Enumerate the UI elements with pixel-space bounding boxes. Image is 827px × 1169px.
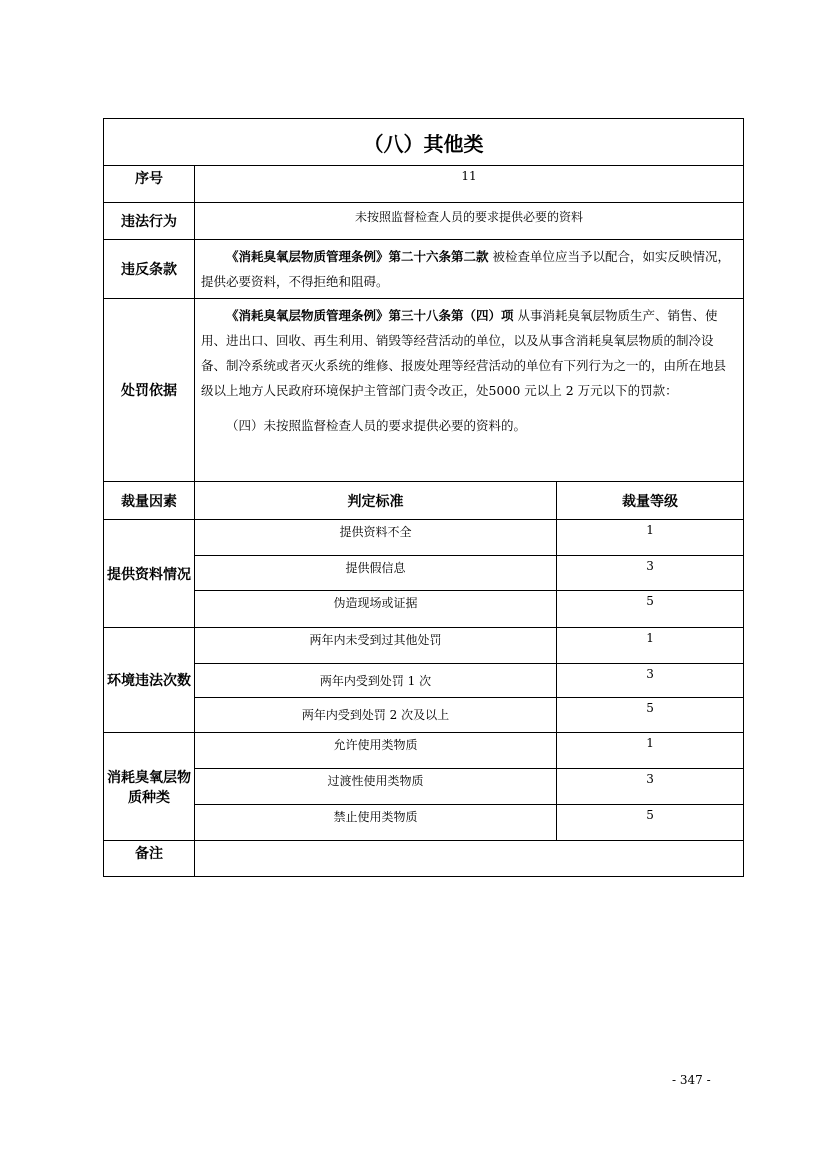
- level-cell: 5: [557, 805, 744, 841]
- violated-label: 违反条款: [104, 240, 195, 299]
- basis-text: [195, 299, 744, 482]
- group-label: 环境违法次数: [104, 628, 195, 733]
- remark-label: 备注: [104, 841, 195, 877]
- serial-value: 11: [195, 166, 744, 203]
- section-title: （八）其他类: [104, 119, 744, 166]
- standard-cell: 提供假信息: [195, 556, 557, 591]
- level-cell: 5: [557, 591, 744, 628]
- basis-ref: 《消耗臭氧层物质管理条例》第三十八条第（四）项: [226, 308, 514, 323]
- penalty-table: [103, 118, 744, 877]
- standard-cell: 允许使用类物质: [195, 733, 557, 769]
- violated-text: [195, 240, 744, 299]
- basis-body: 从事消耗臭氧层物质生产、销售、使用、进出口、回收、再生利用、销毁等经营活动的单位，以及从事含消耗臭氧层物质的制冷设备、制冷系统或者灭火系统的维修、报废处理等经营活动的单位有下列行为之一的，由所在地县级以上地方人民政府环境保护主管部门责令改正，处5000 元以上 2 万元以下的罚款：: [201, 308, 727, 398]
- behavior-value: 未按照监督检查人员的要求提供必要的资料: [195, 203, 744, 240]
- standard-cell: 禁止使用类物质: [195, 805, 557, 841]
- standard-cell: 两年内受到处罚 1 次: [195, 664, 557, 698]
- level-cell: 5: [557, 698, 744, 733]
- standard-cell: 两年内受到处罚 2 次及以上: [195, 698, 557, 733]
- level-cell: 1: [557, 628, 744, 664]
- level-cell: 3: [557, 556, 744, 591]
- level-cell: 3: [557, 664, 744, 698]
- standard-cell: 两年内未受到过其他处罚: [195, 628, 557, 664]
- factor-header: 裁量因素: [104, 482, 195, 520]
- violated-ref: 《消耗臭氧层物质管理条例》第二十六条第二款: [226, 249, 489, 264]
- remark-value: [195, 841, 744, 877]
- behavior-label: 违法行为: [104, 203, 195, 240]
- basis-item: （四）未按照监督检查人员的要求提供必要的资料的。: [226, 418, 527, 433]
- level-cell: 3: [557, 769, 744, 805]
- page-number: - 347 -: [672, 1073, 711, 1087]
- level-cell: 1: [557, 520, 744, 556]
- basis-label: 处罚依据: [104, 299, 195, 482]
- serial-label: 序号: [104, 166, 195, 203]
- standard-cell: 伪造现场或证据: [195, 591, 557, 628]
- group-label: 消耗臭氧层物质种类: [104, 733, 195, 841]
- standard-header: 判定标准: [195, 482, 557, 520]
- level-header: 裁量等级: [557, 482, 744, 520]
- group-label: 提供资料情况: [104, 520, 195, 628]
- violated-body: 被检查单位应当予以配合，如实反映情况，提供必要资料，不得拒绝和阻碍。: [201, 249, 731, 289]
- standard-cell: 提供资料不全: [195, 520, 557, 556]
- level-cell: 1: [557, 733, 744, 769]
- standard-cell: 过渡性使用类物质: [195, 769, 557, 805]
